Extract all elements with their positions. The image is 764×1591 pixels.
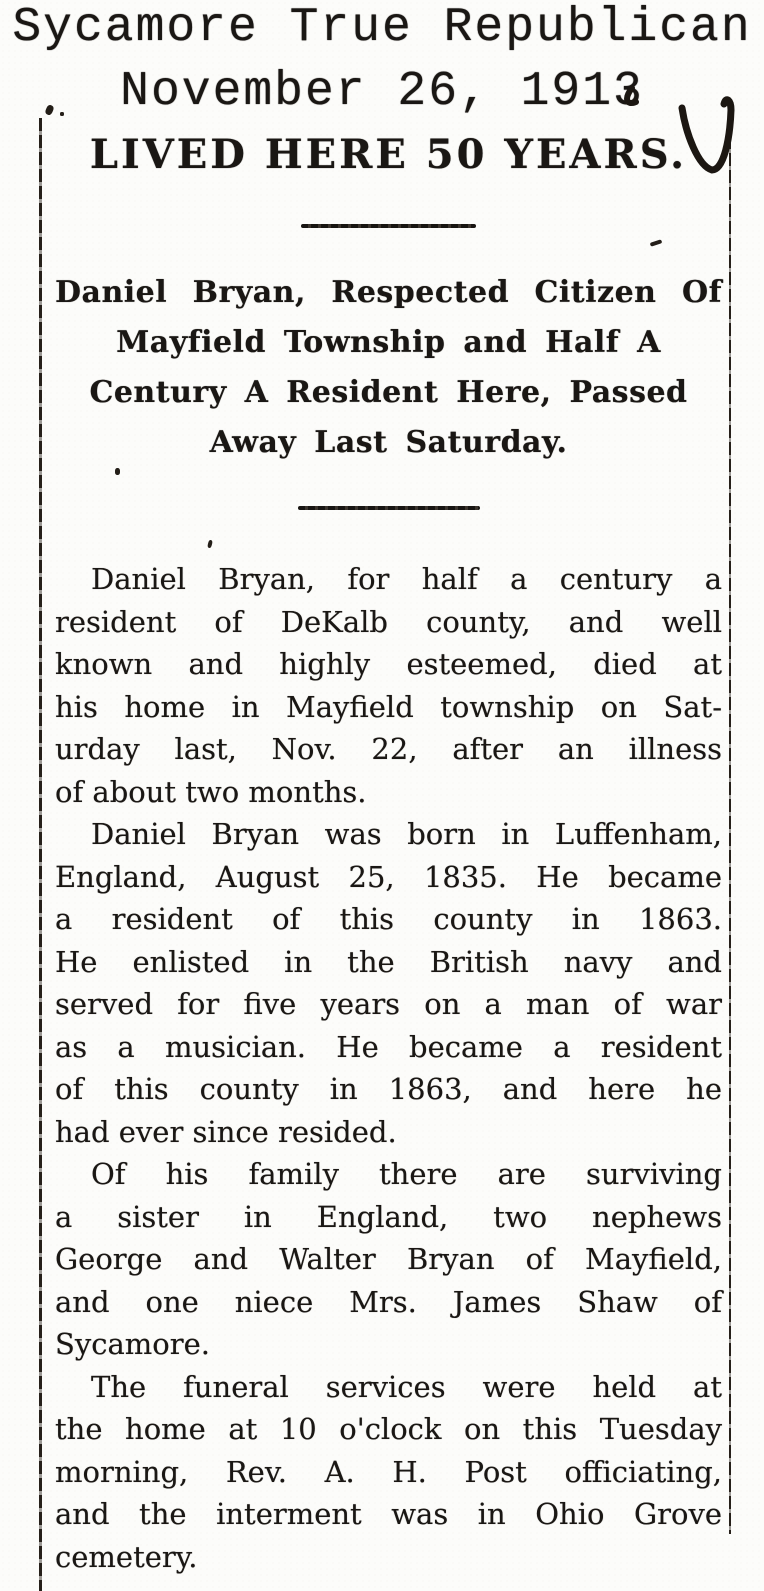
body-line: of this county in 1863, and here he <box>55 1072 722 1106</box>
body-line: urday last, Nov. 22, after an illness <box>55 732 722 766</box>
paragraph <box>55 1153 722 1366</box>
column-rule-left <box>39 118 42 1591</box>
section-divider <box>301 224 476 228</box>
subheadline-line: Century A Resident Here, Passed <box>89 375 688 410</box>
publication-date: November 26, 1913 <box>120 65 644 119</box>
body-line: had ever since resided. <box>55 1114 397 1149</box>
body-line: the home at 10 o'clock on this Tuesday <box>55 1412 722 1446</box>
body-line: Of his family there are surviving <box>91 1157 722 1191</box>
subheadline-line: Away Last Saturday. <box>209 425 568 460</box>
body-line: and one niece Mrs. James Shaw of <box>55 1284 722 1319</box>
body-line: Daniel Bryan was born in Luffenham, <box>91 817 722 851</box>
body-line: known and highly esteemed, died at <box>55 647 722 681</box>
body-line: of about two months. <box>55 774 367 809</box>
paragraph <box>55 1366 722 1579</box>
body-line: Sycamore. <box>55 1327 210 1361</box>
section-divider <box>298 506 480 510</box>
body-line: morning, Rev. A. H. Post officiating, <box>55 1454 722 1489</box>
body-line: served for five years on a man of war <box>55 987 722 1021</box>
body-line: England, August 25, 1835. He became <box>55 859 722 894</box>
article-body <box>55 558 722 1578</box>
body-line: a sister in England, two nephews <box>55 1199 722 1234</box>
subheadline-line: Daniel Bryan, Respected Citizen Of <box>55 275 722 310</box>
body-line: and the interment was in Ohio Grove <box>55 1497 722 1531</box>
body-line: The funeral services were held at <box>91 1369 722 1404</box>
body-line: resident of DeKalb county, and well <box>55 604 722 639</box>
body-line: as a musician. He became a resident <box>55 1029 722 1064</box>
body-line: George and Walter Bryan of Mayfield, <box>55 1242 722 1276</box>
paragraph <box>55 813 722 1153</box>
ink-speck <box>60 112 64 116</box>
body-line: Daniel Bryan, for half a century a <box>91 562 722 596</box>
body-line: his home in Mayfield township on Sat- <box>55 689 722 724</box>
body-line: cemetery. <box>55 1539 198 1574</box>
subheadline <box>55 268 722 468</box>
handwritten-check-mark-icon <box>618 82 740 182</box>
column-rule-right <box>729 102 731 1534</box>
paragraph <box>55 558 722 813</box>
article-column <box>0 132 764 1578</box>
article-headline: LIVED HERE 50 YEARS. <box>89 131 688 178</box>
publication-name: Sycamore True Republican <box>12 1 752 55</box>
ink-speck <box>115 468 120 475</box>
subheadline-line: Mayfield Township and Half A <box>116 325 661 360</box>
body-line: He enlisted in the British navy and <box>55 944 722 979</box>
body-line: a resident of this county in 1863. <box>55 902 722 936</box>
